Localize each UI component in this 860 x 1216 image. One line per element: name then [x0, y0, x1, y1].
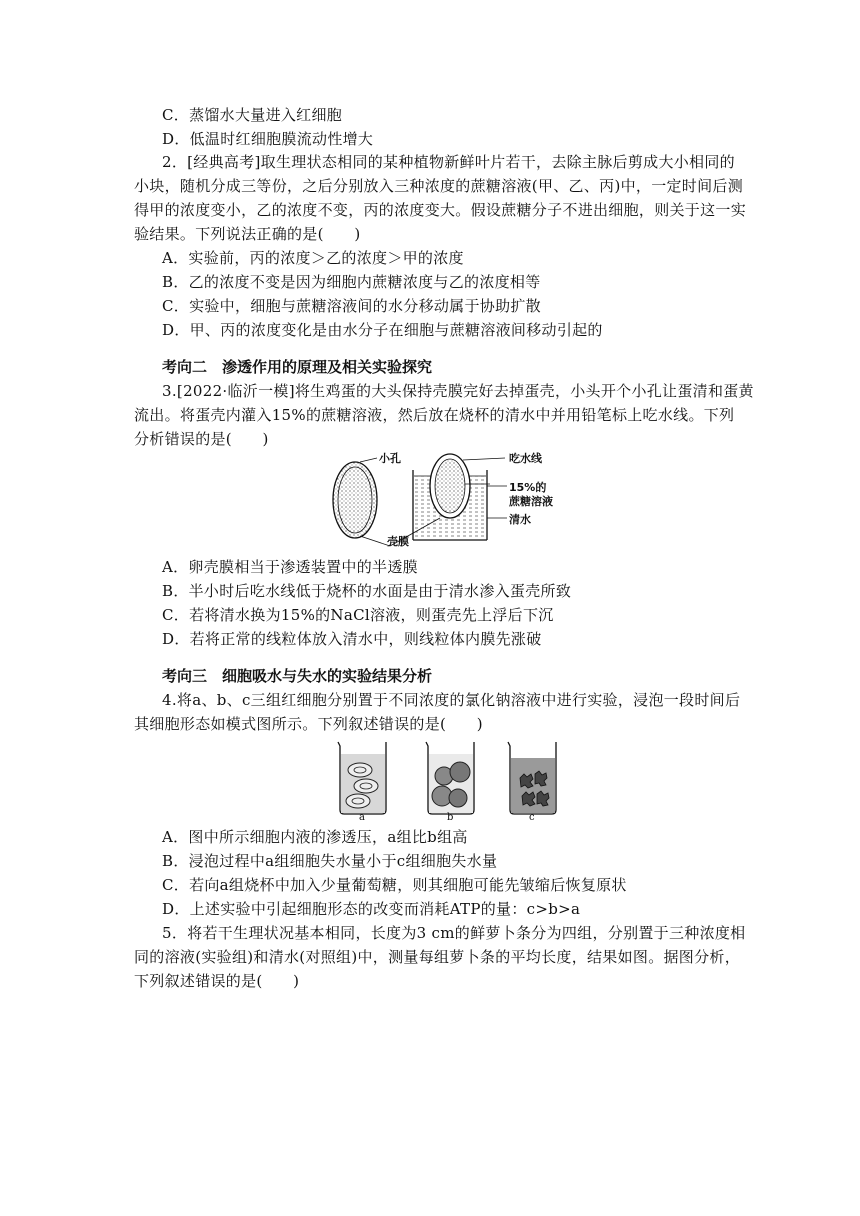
q3-stem-line-2: 流出。将蛋壳内灌入15%的蔗糖溶液，然后放在烧杯的清水中并用铅笔标上吃水线。下列 [134, 406, 735, 424]
q2-option-d: D．甲、丙的浓度变化是由水分子在细胞与蔗糖溶液间移动引起的 [162, 321, 603, 339]
label-waterline: 吃水线 [509, 452, 542, 465]
section-heading-2: 考向二 渗透作用的原理及相关实验探究 [162, 358, 433, 376]
q4-option-c: C．若向a组烧杯中加入少量葡萄糖，则其细胞可能先皱缩后恢复原状 [162, 876, 627, 894]
section-heading-3: 考向三 细胞吸水与失水的实验结果分析 [162, 667, 433, 685]
q4-option-a: A．图中所示细胞内液的渗透压，a组比b组高 [162, 828, 468, 846]
q2-stem-line-1: 2．[经典高考]取生理状态相同的某种植物新鲜叶片若干，去除主脉后剪成大小相同的 [162, 153, 735, 171]
q1-option-c: C．蒸馏水大量进入红细胞 [162, 106, 343, 124]
q4-stem-line-2: 其细胞形态如模式图所示。下列叙述错误的是( ) [134, 715, 483, 733]
q2-option-a: A．实验前，丙的浓度＞乙的浓度＞甲的浓度 [162, 249, 464, 267]
q2-option-c: C．实验中，细胞与蔗糖溶液间的水分移动属于协助扩散 [162, 297, 541, 315]
q4-option-d: D．上述实验中引起细胞形态的改变而消耗ATP的量：c>b>a [162, 900, 581, 918]
label-water: 清水 [509, 513, 531, 526]
beaker-a [338, 742, 386, 814]
label-sucrose-1: 15%的 [509, 481, 547, 494]
egg-osmosis-figure [325, 450, 575, 550]
q3-option-c: C．若将清水换为15%的NaCl溶液，则蛋壳先上浮后下沉 [162, 606, 554, 624]
red-cell-beakers-figure [330, 738, 560, 824]
beaker-label-a: a [359, 812, 365, 823]
q3-option-a: A．卵壳膜相当于渗透装置中的半透膜 [162, 558, 418, 576]
q2-stem-line-3: 得甲的浓度变小，乙的浓度不变，丙的浓度变大。假设蔗糖分子不进出细胞，则关于这一实 [134, 201, 747, 219]
q3-option-d: D．若将正常的线粒体放入清水中，则线粒体内膜先涨破 [162, 630, 542, 648]
q5-stem-line-2: 同的溶液(实验组)和清水(对照组)中，测量每组萝卜条的平均长度，结果如图。据图分析， [134, 948, 741, 966]
q3-stem-line-1: 3.[2022·临沂一模]将生鸡蛋的大头保持壳膜完好去掉蛋壳，小头开个小孔让蛋清和蛋黄 [162, 382, 754, 400]
q3-option-b: B．半小时后吃水线低于烧杯的水面是由于清水渗入蛋壳所致 [162, 582, 572, 600]
label-membrane: 壳膜 [387, 535, 409, 548]
q2-stem-line-4: 验结果。下列说法正确的是( ) [134, 225, 361, 243]
egg-shell-in-beaker [430, 454, 470, 518]
beaker-label-c: c [529, 812, 535, 823]
beaker-label-b: b [447, 812, 454, 823]
beaker-c [508, 742, 556, 814]
q3-stem-line-3: 分析错误的是( ) [134, 430, 269, 448]
q4-option-b: B．浸泡过程中a组细胞失水量小于c组细胞失水量 [162, 852, 498, 870]
q5-stem-line-1: 5．将若干生理状况基本相同，长度为3 cm的鲜萝卜条分为四组，分别置于三种浓度相 [162, 924, 746, 942]
q2-option-b: B．乙的浓度不变是因为细胞内蔗糖浓度与乙的浓度相等 [162, 273, 541, 291]
q2-stem-line-2: 小块，随机分成三等份，之后分别放入三种浓度的蔗糖溶液(甲、乙、丙)中，一定时间后测 [134, 177, 744, 195]
q5-stem-line-3: 下列叙述错误的是( ) [134, 972, 300, 990]
egg-shell-left [333, 462, 377, 538]
label-hole: 小孔 [379, 452, 401, 465]
beaker-b [426, 742, 474, 814]
q1-option-d: D．低温时红细胞膜流动性增大 [162, 130, 374, 148]
q4-stem-line-1: 4.将a、b、c三组红细胞分别置于不同浓度的氯化钠溶液中进行实验，浸泡一段时间后 [162, 691, 741, 709]
label-sucrose-2: 蔗糖溶液 [509, 495, 553, 508]
